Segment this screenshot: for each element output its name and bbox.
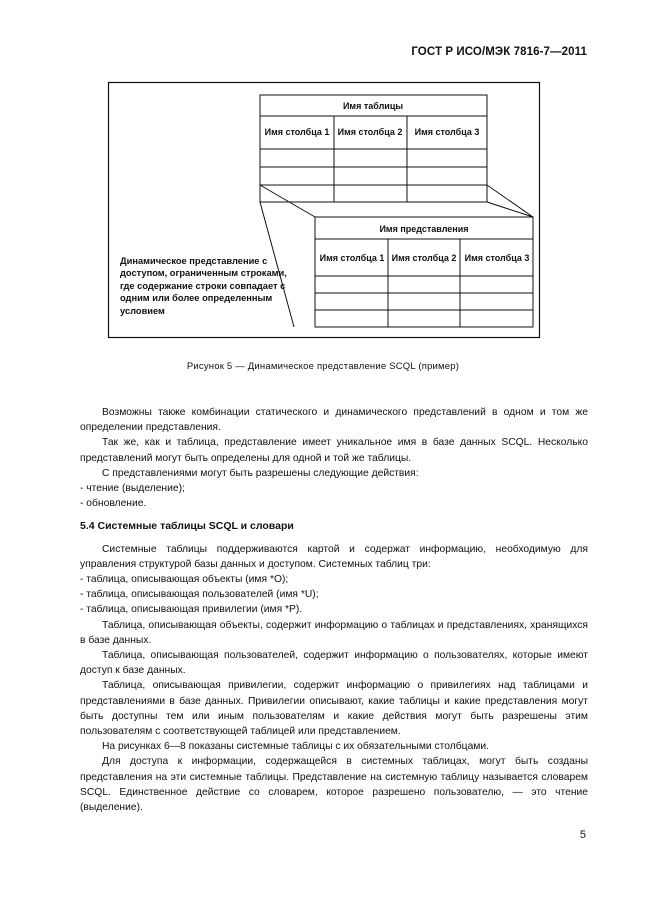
view-title: Имя представления xyxy=(379,224,469,234)
paragraph: Таблица, описывающая привилегии, содержит информацию о привилегиях над таблицами и представлениями в базе данных. Привилегии описывают, какие таблицы и какие представления могут быть доступны тем или иным пользователям и какие действия могут быть разрешены этим пользователям с соответствующей таблицей или представлением. xyxy=(80,680,588,738)
list-item: - таблица, описывающая объекты (имя *O); xyxy=(80,574,289,586)
paragraph: Таблица, описывающая объекты, содержит информацию о таблицах и представлениях, хранящихся в базе данных. xyxy=(80,619,588,646)
paragraph: На рисунках 6—8 показаны системные таблицы с их обязательными столбцами. xyxy=(102,741,489,753)
document-header: ГОСТ Р ИСО/МЭК 7816-7—2011 xyxy=(411,46,587,58)
table-col-2: Имя столбца 2 xyxy=(337,127,403,137)
base-table xyxy=(260,95,487,202)
paragraph: Так же, как и таблица, представление имеет уникальное имя в базе данных SCQL. Несколько представлений могут быть определены для одной и той же таблицы. xyxy=(80,437,588,464)
list-item: - чтение (выделение); xyxy=(80,483,185,495)
paragraph: Таблица, описывающая пользователей, содержит информацию о пользователях, которые имеют доступ к базе данных. xyxy=(80,650,588,677)
paragraph: Системные таблицы поддерживаются картой и содержат информацию, необходимую для управления структурой базы данных и доступом. Системных таблиц три: xyxy=(80,543,588,570)
list-item: - таблица, описывающая пользователей (имя *U); xyxy=(80,589,319,601)
list-item: - обновление. xyxy=(80,498,147,510)
page-number: 5 xyxy=(579,829,586,841)
table-title: Имя таблицы xyxy=(342,101,404,111)
table-col-3: Имя столбца 3 xyxy=(414,127,480,137)
table-col-1: Имя столбца 1 xyxy=(264,127,330,137)
figure-caption: Рисунок 5 — Динамическое представление SCQL (пример) xyxy=(186,361,460,372)
view-col-3: Имя столбца 3 xyxy=(464,253,530,263)
view-col-2: Имя столбца 2 xyxy=(391,253,457,263)
figure-note: Динамическое представление с доступом, ограниченным строками, где содержание строки совпадает с одним или более определенным условием xyxy=(120,256,287,316)
section-heading: 5.4 Системные таблицы SCQL и словари xyxy=(80,520,294,533)
list-item: - таблица, описывающая привилегии (имя *P). xyxy=(80,604,303,616)
body-text xyxy=(80,405,588,815)
view-col-1: Имя столбца 1 xyxy=(319,253,385,263)
paragraph: Возможны также комбинации статического и динамического представлений в одном и том же определении представления. xyxy=(80,407,588,434)
paragraph: Для доступа к информации, содержащейся в системных таблицах, могут быть созданы представления на эти системные таблицы. Представление на системную таблицу называется словарем SCQL. Единственное действие со словарем, которое разрешено пользователю, — это чтение (выделение). xyxy=(80,756,588,814)
paragraph: С представлениями могут быть разрешены следующие действия: xyxy=(102,467,419,479)
